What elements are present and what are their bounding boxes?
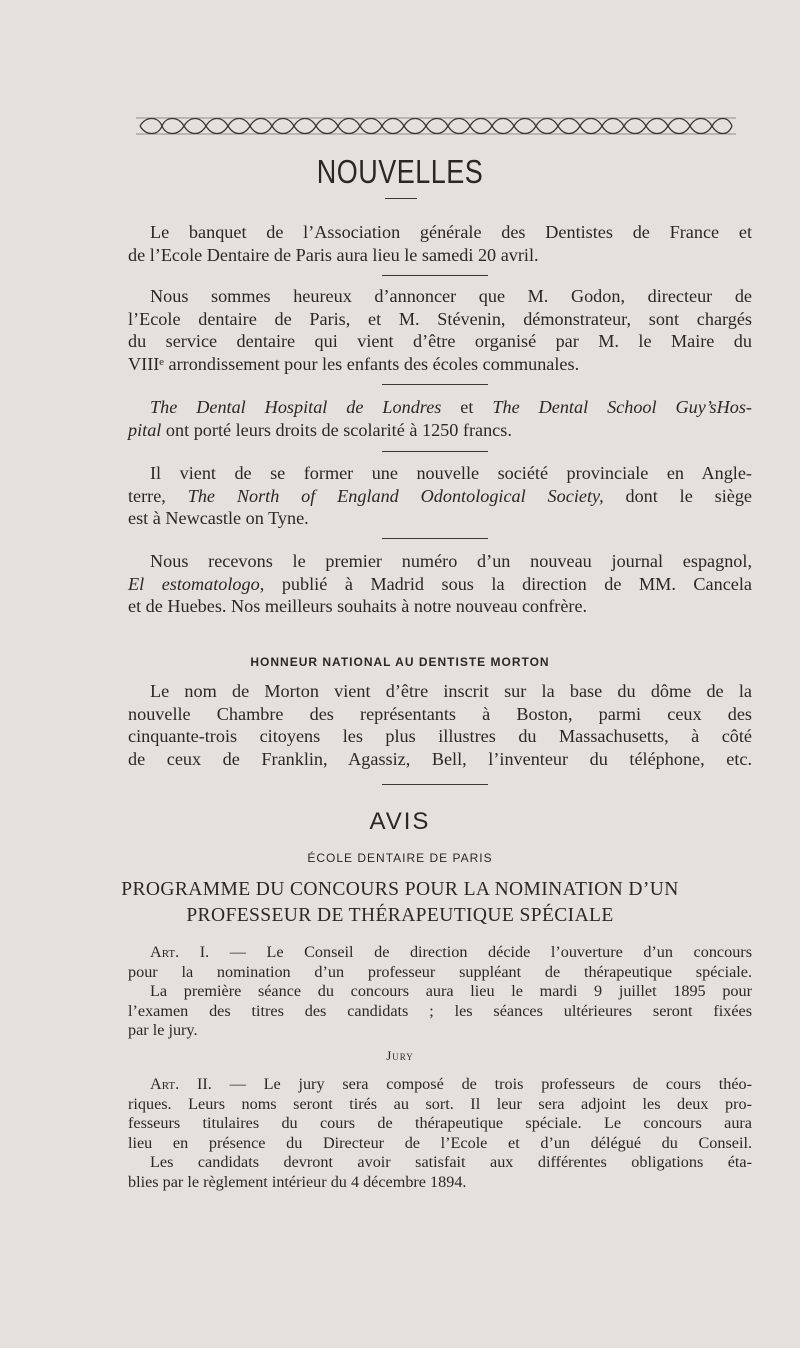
news-item-dental-hospital xyxy=(128,396,752,441)
text-line: Nous recevons le premier numéro d’un nouveau journal espagnol, xyxy=(150,551,752,571)
section-divider xyxy=(382,384,488,385)
text-line: cinquante-trois citoyens les plus illustres du Massachusetts, à côté xyxy=(128,726,752,746)
honneur-heading: HONNEUR NATIONAL AU DENTISTE MORTON xyxy=(250,655,550,669)
news-item-service-dentaire xyxy=(128,285,752,375)
text-line: et de Huebes. Nos meilleurs souhaits à notre nouveau confrère. xyxy=(128,596,588,616)
text-line: Il vient de se former une nouvelle société provinciale en Angle- xyxy=(150,463,752,483)
title-rule xyxy=(385,198,417,199)
section-divider xyxy=(382,275,488,276)
news-item-banquet xyxy=(128,221,752,266)
text-line: lieu en présence du Directeur de l’Ecole et d’un délégué du Conseil. xyxy=(128,1133,752,1152)
article-1 xyxy=(128,943,752,1041)
article-label: Art. II. xyxy=(150,1075,212,1093)
text-line: terre, The North of England Odontological Society, dont le siège xyxy=(128,485,753,506)
article-2 xyxy=(128,1075,752,1193)
section-divider xyxy=(382,784,488,785)
ornamental-border xyxy=(136,116,736,136)
text-line: Nous sommes heureux d’annoncer que M. Godon, directeur de xyxy=(150,286,752,306)
text-line: par le jury. xyxy=(128,1021,198,1040)
text-line: de l’Ecole Dentaire de Paris aura lieu le samedi 20 avril. xyxy=(128,244,539,265)
page-title: NOUVELLES xyxy=(316,153,484,191)
article-label: Art. I. xyxy=(150,943,210,961)
text-line: La première séance du concours aura lieu le mardi 9 juillet 1895 pour xyxy=(150,982,752,1001)
programme-line-2: PROFESSEUR DE THÉRAPEUTIQUE SPÉCIALE xyxy=(186,905,614,926)
news-item-society xyxy=(128,462,752,530)
text-line: l’examen des titres des candidats ; les séances ultérieures seront fixées xyxy=(128,1001,752,1020)
text-line: riques. Leurs noms seront tirés au sort. Il leur sera adjoint les deux pro- xyxy=(128,1094,752,1113)
text-line: Le banquet de l’Association générale des Dentistes de France et xyxy=(150,222,752,242)
text-line: The Dental Hospital de Londres et The Dental School Guy’sHos- xyxy=(150,397,752,417)
section-divider xyxy=(382,451,488,452)
text-line: fesseurs titulaires du cours de thérapeutique spéciale. Le concours aura xyxy=(128,1114,752,1133)
honneur-paragraph xyxy=(128,680,752,770)
text-line: Le nom de Morton vient d’être inscrit sur la base du dôme de la xyxy=(150,681,752,701)
section-divider xyxy=(382,538,488,539)
text-line: VIIIᵉ arrondissement pour les enfants des écoles communales. xyxy=(128,353,580,374)
text-line: de ceux de Franklin, Agassiz, Bell, l’inventeur du téléphone, etc. xyxy=(128,748,752,769)
programme-line-1: PROGRAMME DU CONCOURS POUR LA NOMINATION D’UN xyxy=(121,879,679,900)
text-line: blies par le règlement intérieur du 4 décembre 1894. xyxy=(128,1172,467,1191)
jury-heading: Jury xyxy=(386,1048,414,1063)
avis-title: AVIS xyxy=(369,808,431,835)
text-line: du service dentaire qui vient d’être organisé par M. le Maire du xyxy=(128,331,752,351)
text-line: nouvelle Chambre des représentants à Boston, parmi ceux des xyxy=(128,703,752,724)
text-line: l’Ecole dentaire de Paris, et M. Stévenin, démonstrateur, sont chargés xyxy=(128,308,752,329)
news-item-journal xyxy=(128,550,752,618)
text-line: est à Newcastle on Tyne. xyxy=(128,508,309,528)
text-line: pital ont porté leurs droits de scolarité à 1250 francs. xyxy=(128,419,512,440)
school-heading: ÉCOLE DENTAIRE DE PARIS xyxy=(307,851,493,865)
text-line: Art. II. — Le jury sera composé de trois professeurs de cours théo- xyxy=(150,1075,752,1093)
text-line: Les candidats devront avoir satisfait aux différentes obligations éta- xyxy=(150,1153,752,1172)
text-line: Art. I. — Le Conseil de direction décide l’ouverture d’un concours xyxy=(150,943,752,961)
text-line: pour la nomination d’un professeur suppléant de thérapeutique spéciale. xyxy=(128,962,752,981)
text-line: El estomatologo, publié à Madrid sous la direction de MM. Cancela xyxy=(128,573,752,594)
